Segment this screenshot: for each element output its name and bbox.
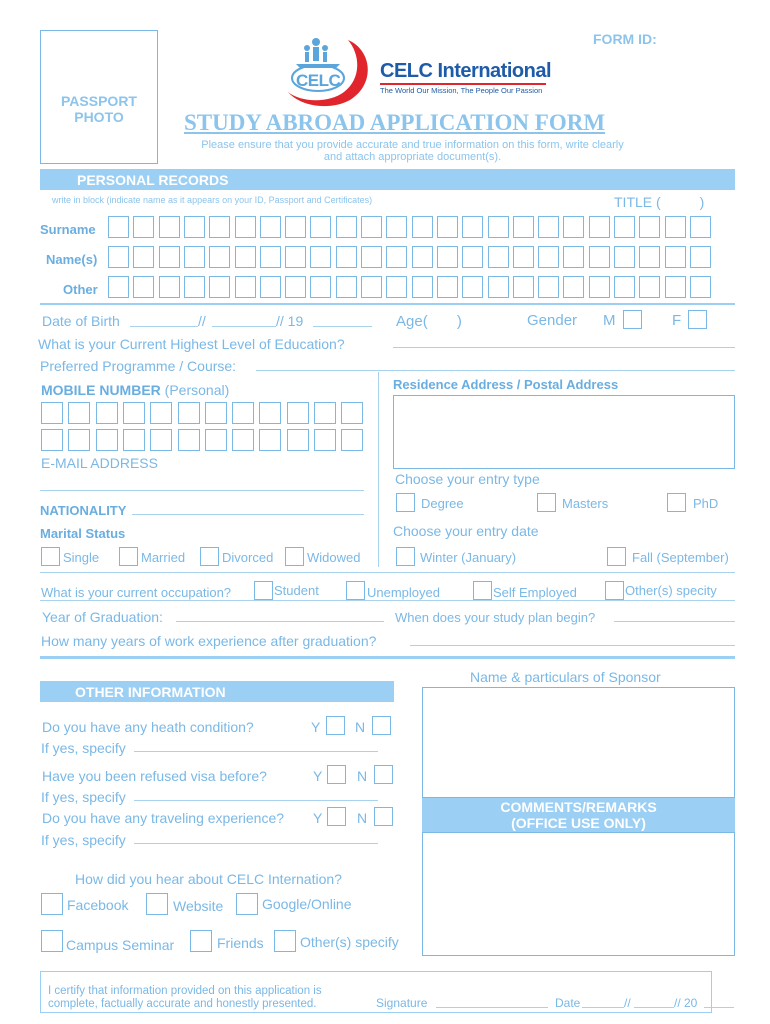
visa-specify-label: If yes, specify xyxy=(41,789,126,805)
title-field[interactable]: TITLE ( ) xyxy=(614,194,705,210)
other-name-label: Other xyxy=(63,282,98,297)
certify-line-2: complete, factually accurate and honestly presented. xyxy=(48,998,317,1010)
mobile-digit-cell[interactable] xyxy=(96,402,118,424)
nationality-line[interactable] xyxy=(132,514,364,515)
names-letter-cell[interactable] xyxy=(563,246,584,268)
office-remarks-box[interactable] xyxy=(422,832,735,956)
occupation-student-checkbox[interactable] xyxy=(254,581,273,600)
org-tagline: The World Our Mission, The People Our Passion xyxy=(380,86,543,95)
health-yes-checkbox[interactable] xyxy=(326,716,345,735)
health-specify-line[interactable] xyxy=(134,751,378,752)
names-letter-cell[interactable] xyxy=(437,246,458,268)
surname-letter-cell[interactable] xyxy=(462,216,483,238)
surname-letter-cell[interactable] xyxy=(690,216,711,238)
names-letter-cell[interactable] xyxy=(133,246,154,268)
date-sep-1: // xyxy=(624,996,631,1010)
sponsor-box[interactable] xyxy=(422,687,735,798)
sponsor-label: Name & particulars of Sponsor xyxy=(470,669,661,685)
other-name-letter-cell[interactable] xyxy=(285,276,306,298)
entry-fall-checkbox[interactable] xyxy=(607,547,626,566)
dob-label: Date of Birth xyxy=(42,313,120,329)
other-name-letter-cell[interactable] xyxy=(184,276,205,298)
mobile-digit-cell[interactable] xyxy=(314,402,336,424)
hear-friends-checkbox[interactable] xyxy=(190,930,212,952)
surname-letter-cell[interactable] xyxy=(361,216,382,238)
names-letter-cell[interactable] xyxy=(260,246,281,268)
hear-google-checkbox[interactable] xyxy=(236,893,258,915)
mobile-label-main: MOBILE NUMBER xyxy=(41,382,161,398)
date-year-line[interactable] xyxy=(704,1007,734,1008)
date-label: Date xyxy=(555,996,581,1010)
form-id-label: FORM ID: xyxy=(593,31,657,47)
names-letter-cell[interactable] xyxy=(614,246,635,268)
mobile-label-sub: (Personal) xyxy=(164,382,230,398)
marital-divorced-label: Divorced xyxy=(222,550,274,565)
health-no-checkbox[interactable] xyxy=(372,716,391,735)
surname-label: Surname xyxy=(40,222,96,237)
mobile-digit-cell[interactable] xyxy=(96,429,118,451)
marital-widowed-checkbox[interactable] xyxy=(285,547,304,566)
surname-letter-cell[interactable] xyxy=(235,216,256,238)
mobile-digit-cell[interactable] xyxy=(150,402,172,424)
block-note: write in block (indicate name as it appears on your ID, Passport and Certificates) xyxy=(52,195,373,205)
other-name-letter-cell[interactable] xyxy=(361,276,382,298)
occupation-unemployed-checkbox[interactable] xyxy=(346,581,365,600)
visa-no-checkbox[interactable] xyxy=(374,765,393,784)
travel-specify-line[interactable] xyxy=(134,843,378,844)
occupation-student-label: Student xyxy=(274,583,319,598)
date-day-line[interactable] xyxy=(582,1007,624,1008)
dob-sep-1: // xyxy=(198,313,206,329)
names-letter-cell[interactable] xyxy=(665,246,686,268)
work-experience-line[interactable] xyxy=(410,645,735,646)
other-name-letter-cell[interactable] xyxy=(614,276,635,298)
dob-sep-2: // 19 xyxy=(276,313,304,329)
entry-phd-checkbox[interactable] xyxy=(667,493,686,512)
hear-website-label: Website xyxy=(173,898,224,914)
travel-no-checkbox[interactable] xyxy=(374,807,393,826)
travel-no-label: N xyxy=(357,810,368,826)
marital-status-label: Marital Status xyxy=(40,526,126,541)
names-letter-cell[interactable] xyxy=(209,246,230,268)
passport-photo-box[interactable] xyxy=(40,30,158,164)
work-experience-label: How many years of work experience after graduation? xyxy=(41,633,377,649)
hear-seminar-checkbox[interactable] xyxy=(41,930,63,952)
other-name-letter-cell[interactable] xyxy=(412,276,433,298)
hear-website-checkbox[interactable] xyxy=(146,893,168,915)
graduation-label: Year of Graduation: xyxy=(42,609,163,625)
names-letter-cell[interactable] xyxy=(336,246,357,268)
surname-letter-cell[interactable] xyxy=(285,216,306,238)
programme-line[interactable] xyxy=(256,370,735,371)
date-month-line[interactable] xyxy=(634,1007,674,1008)
other-name-letter-cell[interactable] xyxy=(336,276,357,298)
other-name-letter-cell[interactable] xyxy=(235,276,256,298)
hear-other-checkbox[interactable] xyxy=(274,930,296,952)
mobile-digit-cell[interactable] xyxy=(123,429,145,451)
marital-single-label: Single xyxy=(63,550,100,565)
dob-month-line[interactable] xyxy=(212,326,276,327)
entry-type-label: Choose your entry type xyxy=(395,471,540,487)
education-line[interactable] xyxy=(393,347,735,348)
entry-winter-checkbox[interactable] xyxy=(396,547,415,566)
other-name-letter-cell[interactable] xyxy=(108,276,129,298)
other-name-letter-cell[interactable] xyxy=(260,276,281,298)
names-letter-cell[interactable] xyxy=(310,246,331,268)
names-letter-cell[interactable] xyxy=(639,246,660,268)
surname-letter-cell[interactable] xyxy=(614,216,635,238)
other-name-letter-cell[interactable] xyxy=(462,276,483,298)
surname-letter-cell[interactable] xyxy=(488,216,509,238)
marital-divider xyxy=(40,572,735,573)
names-letter-cell[interactable] xyxy=(386,246,407,268)
form-title: STUDY ABROAD APPLICATION FORM xyxy=(184,110,606,135)
other-info-bar xyxy=(40,681,394,702)
mobile-digit-cell[interactable] xyxy=(341,402,363,424)
hear-seminar-label: Campus Seminar xyxy=(66,937,175,953)
date-sep-2: // 20 xyxy=(674,996,698,1010)
instructions-line-1: Please ensure that you provide accurate and true information on this form, write clearly xyxy=(201,139,624,151)
mobile-digit-cell[interactable] xyxy=(68,429,90,451)
signature-line[interactable] xyxy=(436,1007,548,1008)
other-name-letter-cell[interactable] xyxy=(639,276,660,298)
surname-letter-cell[interactable] xyxy=(639,216,660,238)
surname-letter-cell[interactable] xyxy=(412,216,433,238)
names-letter-cell[interactable] xyxy=(589,246,610,268)
mobile-digit-cell[interactable] xyxy=(232,429,254,451)
surname-letter-cell[interactable] xyxy=(538,216,559,238)
occupation-label: What is your current occupation? xyxy=(41,585,232,600)
mobile-digit-cell[interactable] xyxy=(287,402,309,424)
travel-yes-label: Y xyxy=(313,810,323,826)
passport-photo-label-2: PHOTO xyxy=(74,109,124,125)
mobile-digit-cell[interactable] xyxy=(41,429,63,451)
occupation-other-checkbox[interactable] xyxy=(605,581,624,600)
other-name-letter-cell[interactable] xyxy=(563,276,584,298)
residence-label: Residence Address / Postal Address xyxy=(393,377,619,392)
names-letter-cell[interactable] xyxy=(412,246,433,268)
programme-label: Preferred Programme / Course: xyxy=(40,358,237,374)
other-info-title: OTHER INFORMATION xyxy=(75,684,226,700)
names-label: Name(s) xyxy=(46,252,98,267)
occupation-line xyxy=(40,600,735,601)
gender-female-checkbox[interactable] xyxy=(688,310,707,329)
surname-letter-cell[interactable] xyxy=(513,216,534,238)
gender-male-checkbox[interactable] xyxy=(623,310,642,329)
mobile-digit-cell[interactable] xyxy=(259,429,281,451)
health-yes-label: Y xyxy=(311,719,321,735)
other-name-letter-cell[interactable] xyxy=(310,276,331,298)
logo-text: CELC xyxy=(296,71,341,90)
names-letter-cell[interactable] xyxy=(690,246,711,268)
study-begin-line[interactable] xyxy=(614,621,735,622)
certify-line-1: I certify that information provided on this application is xyxy=(48,985,322,997)
names-letter-cell[interactable] xyxy=(361,246,382,268)
gender-female-label: F xyxy=(672,312,682,329)
surname-letter-cell[interactable] xyxy=(108,216,129,238)
email-line[interactable] xyxy=(40,490,364,491)
visa-yes-label: Y xyxy=(313,768,323,784)
org-name-underline xyxy=(380,83,546,85)
mobile-digit-cell[interactable] xyxy=(41,402,63,424)
education-label: What is your Current Highest Level of Education? xyxy=(38,336,345,352)
entry-winter-label: Winter (January) xyxy=(420,550,517,565)
mobile-digit-cell[interactable] xyxy=(123,402,145,424)
other-name-letter-cell[interactable] xyxy=(538,276,559,298)
surname-letter-cell[interactable] xyxy=(437,216,458,238)
gender-male-label: M xyxy=(603,312,616,329)
travel-yes-checkbox[interactable] xyxy=(327,807,346,826)
names-letter-cell[interactable] xyxy=(513,246,534,268)
visa-specify-line[interactable] xyxy=(134,800,378,801)
surname-letter-cell[interactable] xyxy=(665,216,686,238)
mobile-label xyxy=(41,382,229,398)
other-name-letter-cell[interactable] xyxy=(488,276,509,298)
entry-masters-checkbox[interactable] xyxy=(537,493,556,512)
mobile-digit-cell[interactable] xyxy=(68,402,90,424)
marital-divorced-checkbox[interactable] xyxy=(200,547,219,566)
age-field[interactable]: Age( ) xyxy=(396,313,462,330)
names-letter-cell[interactable] xyxy=(235,246,256,268)
marital-single-checkbox[interactable] xyxy=(41,547,60,566)
mobile-digit-cell[interactable] xyxy=(178,402,200,424)
hear-question: How did you hear about CELC Internation? xyxy=(75,871,342,887)
occupation-self-employed-label: Self Employed xyxy=(493,585,577,600)
hear-google-label: Google/Online xyxy=(262,896,352,912)
entry-date-label: Choose your entry date xyxy=(393,523,539,539)
gender-label: Gender xyxy=(527,312,578,329)
mobile-digit-cell[interactable] xyxy=(314,429,336,451)
other-name-letter-cell[interactable] xyxy=(159,276,180,298)
mobile-digit-cell[interactable] xyxy=(150,429,172,451)
entry-phd-label: PhD xyxy=(693,496,719,511)
study-begin-label: When does your study plan begin? xyxy=(395,610,596,625)
names-letter-cell[interactable] xyxy=(488,246,509,268)
personal-bottom-divider xyxy=(40,656,735,659)
other-name-letter-cell[interactable] xyxy=(133,276,154,298)
mobile-digit-cell[interactable] xyxy=(341,429,363,451)
other-name-letter-cell[interactable] xyxy=(589,276,610,298)
surname-letter-cell[interactable] xyxy=(133,216,154,238)
visa-yes-checkbox[interactable] xyxy=(327,765,346,784)
names-letter-cell[interactable] xyxy=(285,246,306,268)
visa-question: Have you been refused visa before? xyxy=(42,768,267,784)
other-name-letter-cell[interactable] xyxy=(513,276,534,298)
email-label: E-MAIL ADDRESS xyxy=(41,455,158,471)
visa-no-label: N xyxy=(357,768,368,784)
occupation-unemployed-label: Unemployed xyxy=(367,585,440,600)
other-name-letter-cell[interactable] xyxy=(690,276,711,298)
mobile-digit-cell[interactable] xyxy=(205,429,227,451)
names-letter-cell[interactable] xyxy=(462,246,483,268)
surname-letter-cell[interactable] xyxy=(589,216,610,238)
marital-widowed-label: Widowed xyxy=(307,550,361,565)
entry-degree-checkbox[interactable] xyxy=(396,493,415,512)
hear-friends-label: Friends xyxy=(217,935,264,951)
dob-day-line[interactable] xyxy=(130,326,198,327)
other-name-letter-cell[interactable] xyxy=(665,276,686,298)
surname-letter-cell[interactable] xyxy=(563,216,584,238)
surname-letter-cell[interactable] xyxy=(260,216,281,238)
mobile-digit-cell[interactable] xyxy=(232,402,254,424)
nationality-label: NATIONALITY xyxy=(40,503,127,518)
office-use-title-2: (OFFICE USE ONLY) xyxy=(511,815,646,831)
entry-fall-label: Fall (September) xyxy=(632,550,729,565)
other-name-letter-cell[interactable] xyxy=(209,276,230,298)
graduation-line[interactable] xyxy=(176,621,384,622)
mobile-digit-cell[interactable] xyxy=(178,429,200,451)
surname-letter-cell[interactable] xyxy=(386,216,407,238)
surname-letter-cell[interactable] xyxy=(159,216,180,238)
hear-other-label: Other(s) specify xyxy=(300,934,399,950)
column-divider xyxy=(378,372,379,567)
names-letter-cell[interactable] xyxy=(538,246,559,268)
names-letter-cell[interactable] xyxy=(184,246,205,268)
other-name-letter-cell[interactable] xyxy=(437,276,458,298)
mobile-digit-cell[interactable] xyxy=(205,402,227,424)
surname-letter-cell[interactable] xyxy=(336,216,357,238)
travel-specify-label: If yes, specify xyxy=(41,832,126,848)
names-divider xyxy=(40,303,735,305)
marital-married-label: Married xyxy=(141,550,186,565)
health-question: Do you have any heath condition? xyxy=(42,719,254,735)
occupation-other-label: Other(s) specity xyxy=(625,583,717,598)
surname-letter-cell[interactable] xyxy=(184,216,205,238)
passport-photo-label-1: PASSPORT xyxy=(61,93,137,109)
surname-letter-cell[interactable] xyxy=(310,216,331,238)
instructions-line-2: and attach appropriate document(s). xyxy=(323,151,502,163)
health-no-label: N xyxy=(355,719,366,735)
entry-masters-label: Masters xyxy=(562,496,609,511)
other-name-letter-cell[interactable] xyxy=(386,276,407,298)
hear-facebook-label: Facebook xyxy=(67,897,129,913)
hear-facebook-checkbox[interactable] xyxy=(41,893,63,915)
surname-letter-cell[interactable] xyxy=(209,216,230,238)
mobile-digit-cell[interactable] xyxy=(287,429,309,451)
personal-records-bar xyxy=(40,169,735,190)
personal-records-title: PERSONAL RECORDS xyxy=(77,172,229,188)
travel-question: Do you have any traveling experience? xyxy=(42,810,285,826)
signature-label: Signature xyxy=(376,996,428,1010)
marital-married-checkbox[interactable] xyxy=(119,547,138,566)
occupation-self-employed-checkbox[interactable] xyxy=(473,581,492,600)
dob-year-line[interactable] xyxy=(313,326,372,327)
names-letter-cell[interactable] xyxy=(159,246,180,268)
residence-address-box[interactable] xyxy=(393,395,735,469)
entry-degree-label: Degree xyxy=(421,496,464,511)
office-use-bar xyxy=(422,798,735,832)
health-specify-label: If yes, specify xyxy=(41,740,126,756)
org-name: CELC International xyxy=(380,60,552,82)
names-letter-cell[interactable] xyxy=(108,246,129,268)
office-use-title-1: COMMENTS/REMARKS xyxy=(500,799,657,815)
mobile-digit-cell[interactable] xyxy=(259,402,281,424)
